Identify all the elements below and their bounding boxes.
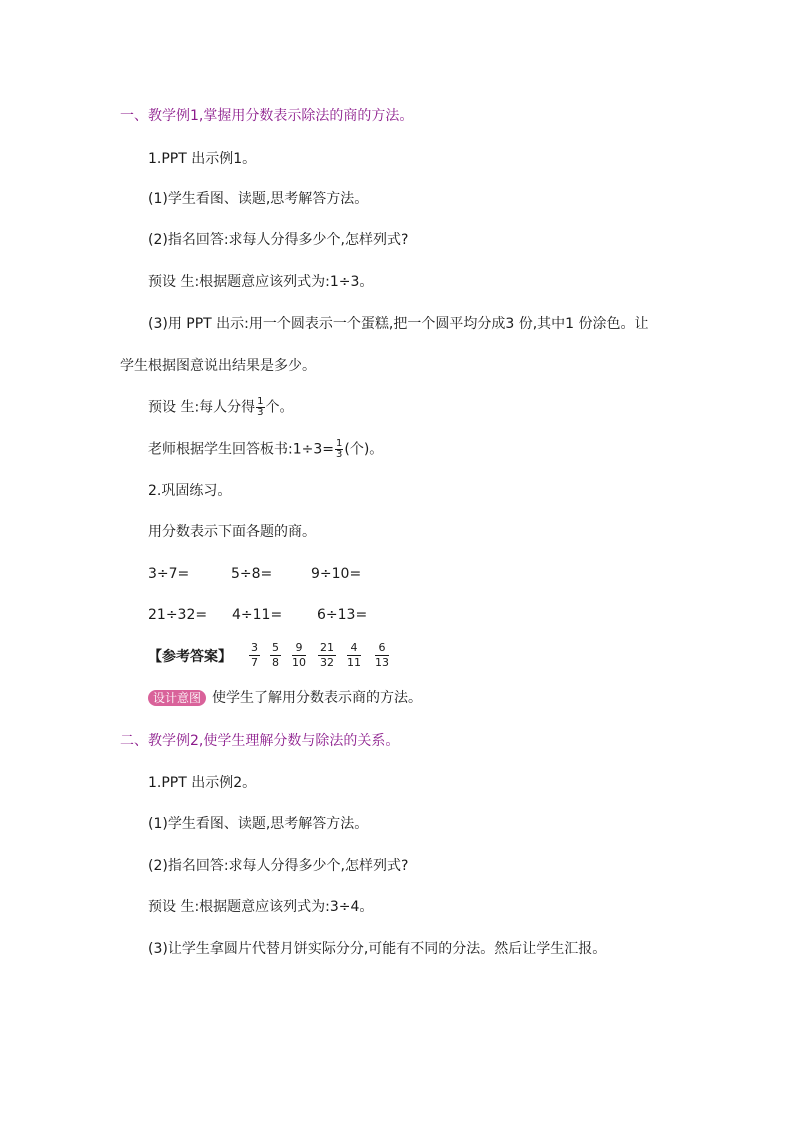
design-intent-text: 使学生了解用分数表示商的方法。 — [212, 690, 423, 706]
fraction-numerator: 21 — [320, 641, 334, 654]
fraction-numerator: 1 — [257, 396, 264, 407]
answer-fraction — [318, 642, 336, 669]
design-intent — [148, 688, 422, 708]
section1-sub2: (2)指名回答:求每人分得多少个,怎样列式? — [148, 232, 409, 248]
section1-preset2 — [148, 397, 294, 418]
section2-preset1: 预设 生:根据题意应该列式为:3÷4。 — [148, 899, 374, 915]
section2-item1: 1.PPT 出示例2。 — [148, 775, 257, 791]
section1-item2: 2.巩固练习。 — [148, 483, 232, 499]
fraction — [335, 439, 343, 460]
answer-fraction — [347, 642, 361, 669]
exercise: 6÷13= — [317, 607, 368, 623]
section1-sub3-line1: (3)用 PPT 出示:用一个圆表示一个蛋糕,把一个圆平均分成3 份,其中1 份涂色。让 — [148, 316, 649, 332]
answer-fraction — [249, 642, 260, 669]
practice-intro: 用分数表示下面各题的商。 — [148, 524, 316, 540]
exercise: 9÷10= — [311, 566, 362, 582]
section1-sub1: (1)学生看图、读题,思考解答方法。 — [148, 191, 369, 207]
answer-fraction — [375, 642, 389, 669]
fraction-numerator: 1 — [336, 438, 343, 449]
answer-fraction — [292, 642, 306, 669]
fraction-numerator: 6 — [375, 642, 389, 656]
exercise: 3÷7= — [148, 566, 190, 582]
fraction-denominator: 11 — [347, 656, 361, 669]
answer-label: 【参考答案】 — [148, 649, 232, 665]
fraction-numerator: 5 — [272, 641, 279, 654]
preset2-text-after: 个。 — [265, 399, 294, 416]
section1-board — [148, 439, 383, 460]
exercise: 21÷32= — [148, 607, 208, 623]
fraction-denominator: 8 — [272, 656, 279, 669]
exercise: 5÷8= — [231, 566, 273, 582]
fraction-denominator: 3 — [257, 407, 264, 418]
fraction-denominator: 13 — [375, 656, 389, 669]
section1-sub3-line2: 学生根据图意说出结果是多少。 — [120, 358, 316, 374]
fraction-denominator: 3 — [336, 449, 343, 460]
design-intent-badge: 设计意图 — [148, 690, 206, 706]
fraction-denominator: 10 — [292, 656, 306, 669]
fraction-denominator: 7 — [251, 656, 258, 669]
exercise: 4÷11= — [232, 607, 283, 623]
fraction-numerator: 4 — [347, 642, 361, 656]
fraction-numerator: 9 — [292, 642, 306, 656]
section1-item1: 1.PPT 出示例1。 — [148, 151, 257, 167]
board-text-after: (个)。 — [344, 441, 384, 458]
section1-preset1: 预设 生:根据题意应该列式为:1÷3。 — [148, 274, 374, 290]
section2-sub1: (1)学生看图、读题,思考解答方法。 — [148, 816, 369, 832]
fraction-denominator: 32 — [320, 656, 334, 669]
section1-heading: 一、教学例1,掌握用分数表示除法的商的方法。 — [120, 108, 414, 124]
section2-heading: 二、教学例2,使学生理解分数与除法的关系。 — [120, 733, 400, 749]
section2-sub3: (3)让学生拿圆片代替月饼实际分分,可能有不同的分法。然后让学生汇报。 — [148, 941, 607, 957]
fraction — [256, 397, 264, 418]
board-text-before: 老师根据学生回答板书:1÷3= — [148, 441, 334, 458]
answer-fraction — [270, 642, 281, 669]
preset2-text-before: 预设 生:每人分得 — [148, 399, 256, 416]
fraction-numerator: 3 — [251, 641, 258, 654]
section2-sub2: (2)指名回答:求每人分得多少个,怎样列式? — [148, 858, 409, 874]
